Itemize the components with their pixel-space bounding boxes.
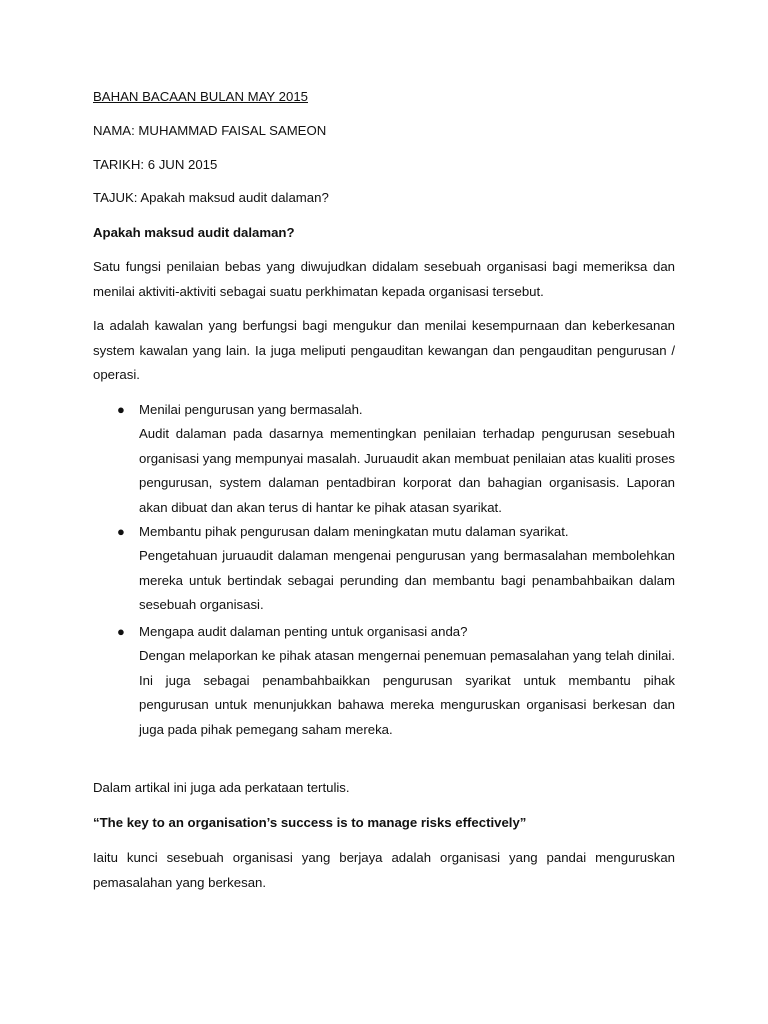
paragraph-2: Ia adalah kawalan yang berfungsi bagi mengukur dan menilai kesempurnaan dan keberkesanan system kawalan yang lain. Ia juga meliputi pengauditan kewangan dan pengauditan pengurusan / operasi. (93, 318, 675, 383)
document-title: BAHAN BACAAN BULAN MAY 2015 (93, 89, 308, 104)
bullet-text: Audit dalaman pada dasarnya mementingkan penilaian terhadap pengurusan sesebuah organisasi yang mempunyai masalah. Juruaudit akan membuat penilaian atas kualiti proses pengurusan, system dalaman pentadbiran korporat dan bahagian organisasis. Laporan akan dibuat dan akan terus di hantar ke pihak atasan syarikat. (139, 426, 675, 515)
list-item (117, 524, 675, 618)
bullet-heading: Menilai pengurusan yang bermasalah. (139, 402, 363, 417)
list-item (117, 402, 675, 520)
bullet-heading: Membantu pihak pengurusan dalam meningkatan mutu dalaman syarikat. (139, 524, 569, 539)
bullet-icon: ● (117, 624, 125, 639)
date-line: TARIKH: 6 JUN 2015 (93, 157, 218, 172)
bullet-text: Pengetahuan juruaudit dalaman mengenai pengurusan yang bermasalahan membolehkan mereka untuk bertindak sebagai perunding dan membantu bagi penambahbaikan dalam sesebuah organisasi. (139, 548, 675, 613)
name-line: NAMA: MUHAMMAD FAISAL SAMEON (93, 123, 327, 138)
topic-line: TAJUK: Apakah maksud audit dalaman? (93, 190, 329, 205)
bullet-icon: ● (117, 402, 125, 417)
list-item (117, 624, 675, 742)
bullet-icon: ● (117, 524, 125, 539)
bullet-text: Dengan melaporkan ke pihak atasan mengernai penemuan pemasalahan yang telah dinilai. Ini juga sebagai penambahbaikkan pengurusan syarikat untuk membantu pihak pengurusan untuk menunjukkan bahawa mereka menguruskan organisasi berkesan dan juga pada pihak pemegang saham mereka. (139, 648, 675, 737)
bullet-heading: Mengapa audit dalaman penting untuk organisasi anda? (139, 624, 468, 639)
quote: “The key to an organisation’s success is to manage risks effectively” (93, 815, 527, 830)
paragraph-1: Satu fungsi penilaian bebas yang diwujudkan didalam sesebuah organisasi bagi memeriksa dan menilai aktiviti-aktiviti sebagai suatu perkhimatan kepada organisasi tersebut. (93, 259, 675, 299)
section-heading: Apakah maksud audit dalaman? (93, 225, 295, 240)
closing-paragraph: Iaitu kunci sesebuah organisasi yang berjaya adalah organisasi yang pandai menguruskan pemasalahan yang berkesan. (93, 850, 675, 890)
closing-intro: Dalam artikal ini juga ada perkataan tertulis. (93, 780, 350, 795)
